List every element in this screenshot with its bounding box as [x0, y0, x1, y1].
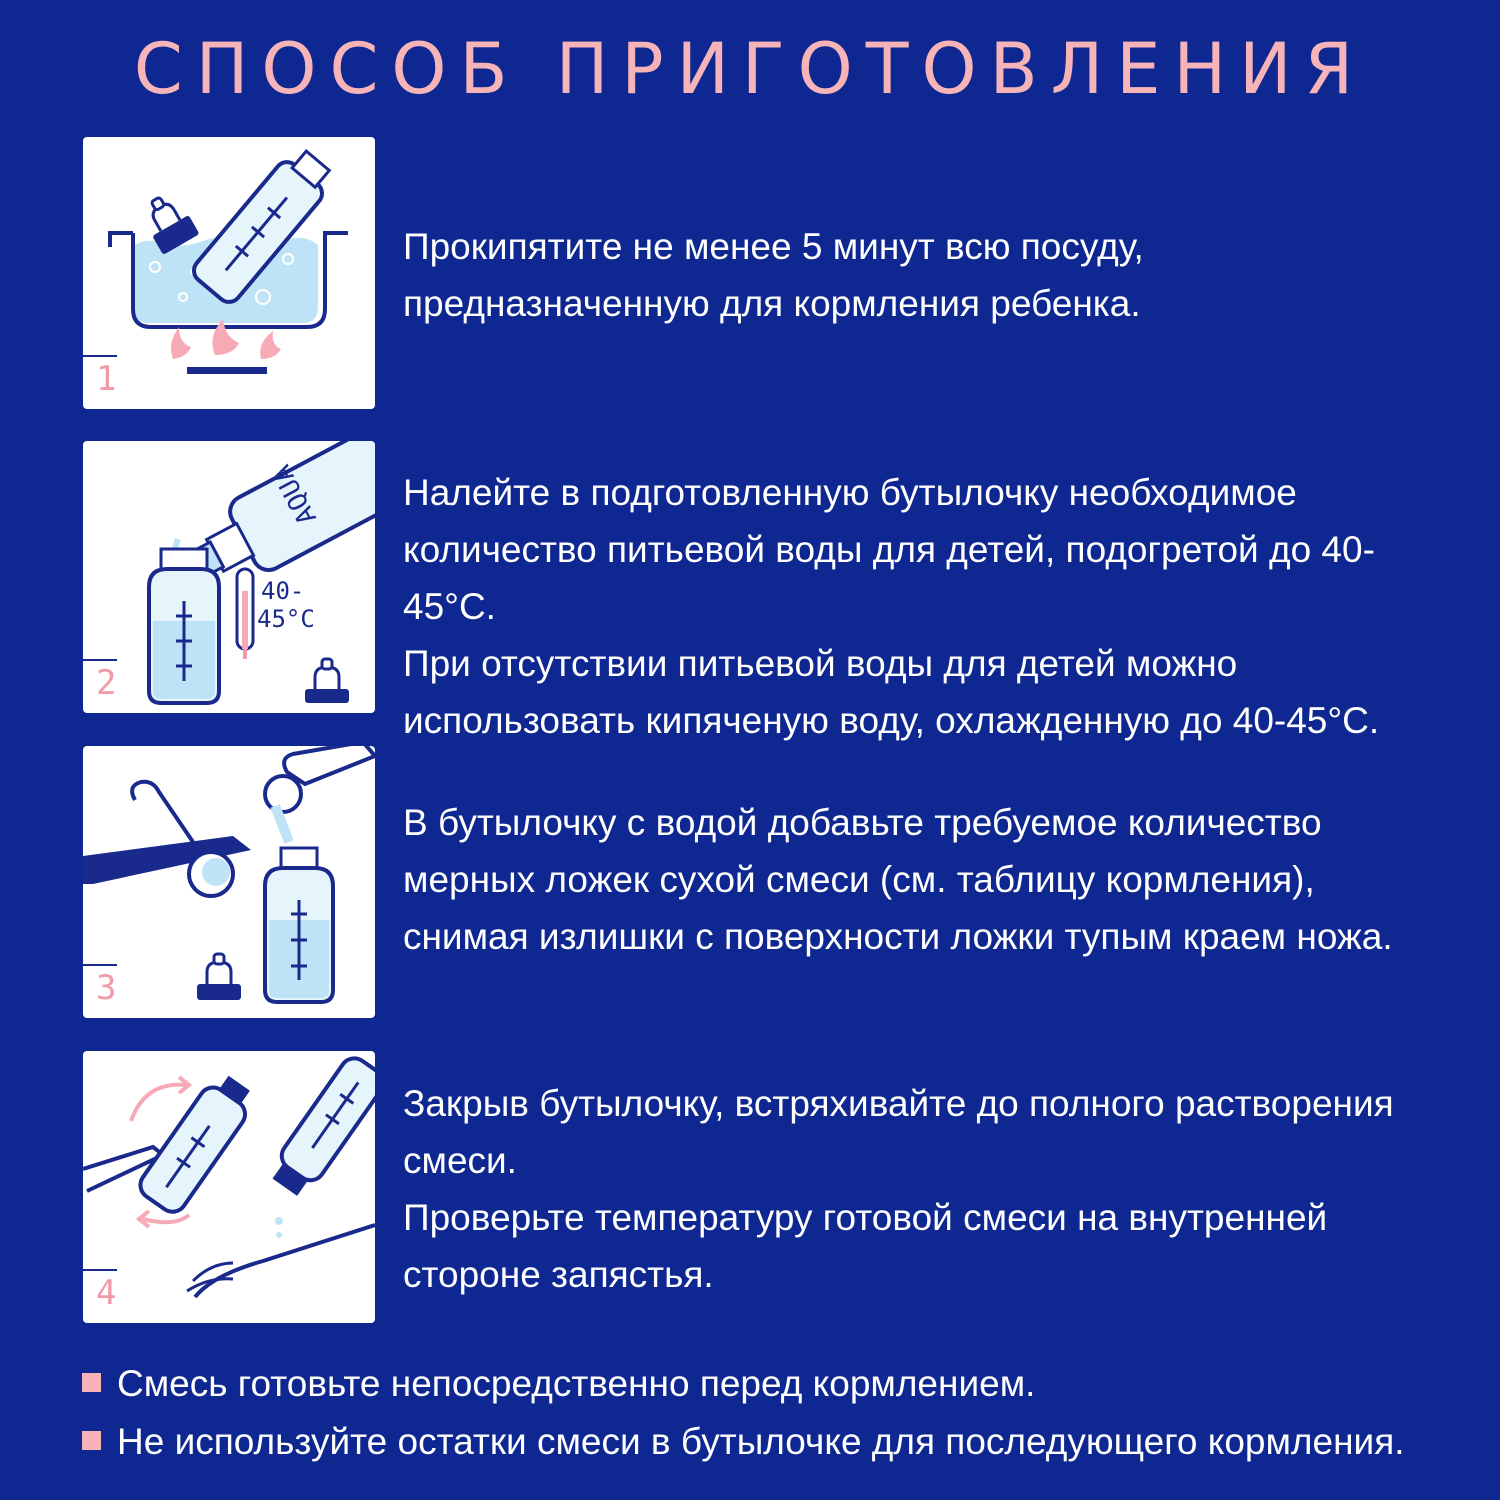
bullet-square-icon — [82, 1373, 101, 1392]
step-card-4 — [83, 1051, 375, 1323]
step-line: В бутылочку с водой добавьте требуемое количество — [403, 802, 1322, 843]
note-text: Не используйте остатки смеси в бутылочке для последующего кормления. — [117, 1421, 1405, 1462]
step-line: Прокипятите не менее 5 минут всю посуду, — [403, 226, 1144, 267]
step-card-2 — [83, 441, 375, 713]
step-line: При отсутствии питьевой воды для детей можно — [403, 643, 1238, 684]
step-line: использовать кипяченую воду, охлажденную до 40-45°С. — [403, 700, 1380, 741]
step-number-box — [83, 355, 133, 401]
step-line: количество питьевой воды для детей, подогретой до 40-45°С. — [403, 529, 1375, 627]
note-text: Смесь готовьте непосредственно перед кормлением. — [117, 1363, 1036, 1404]
step-line: Закрыв бутылочку, встряхивайте до полного растворения — [403, 1083, 1394, 1124]
step-line: стороне запястья. — [403, 1254, 714, 1295]
step-line: мерных ложек сухой смеси (см. таблицу кормления), — [403, 859, 1315, 900]
thermometer-label-top: 40- — [261, 577, 305, 605]
note-item-2 — [82, 1420, 1405, 1464]
step-text-4 — [403, 1075, 1463, 1303]
step-text-1 — [403, 218, 1463, 332]
step-number-box — [83, 659, 133, 705]
step-line: снимая излишки с поверхности ложки тупым краем ножа. — [403, 916, 1393, 957]
thermometer-label-bottom: 45°C — [257, 605, 315, 633]
step-number: 3 — [96, 968, 117, 1008]
step-number-box — [83, 964, 133, 1010]
step-line: Проверьте температуру готовой смеси на внутренней — [403, 1197, 1328, 1238]
step-number: 4 — [96, 1273, 117, 1313]
step-card-1 — [83, 137, 375, 409]
step-text-3 — [403, 794, 1463, 965]
step-line: смеси. — [403, 1140, 517, 1181]
page-title: СПОСОБ ПРИГОТОВЛЕНИЯ — [133, 28, 1367, 110]
step-number-box — [83, 1269, 133, 1315]
step-number: 2 — [96, 663, 117, 703]
step-card-3 — [83, 746, 375, 1018]
step-text-2 — [403, 464, 1463, 749]
step-line: предназначенную для кормления ребенка. — [403, 283, 1141, 324]
bullet-square-icon — [82, 1431, 101, 1450]
bottle-label: AQUA — [266, 459, 323, 530]
note-item-1 — [82, 1362, 1035, 1406]
step-number: 1 — [96, 359, 117, 399]
step-line: Налейте в подготовленную бутылочку необходимое — [403, 472, 1297, 513]
